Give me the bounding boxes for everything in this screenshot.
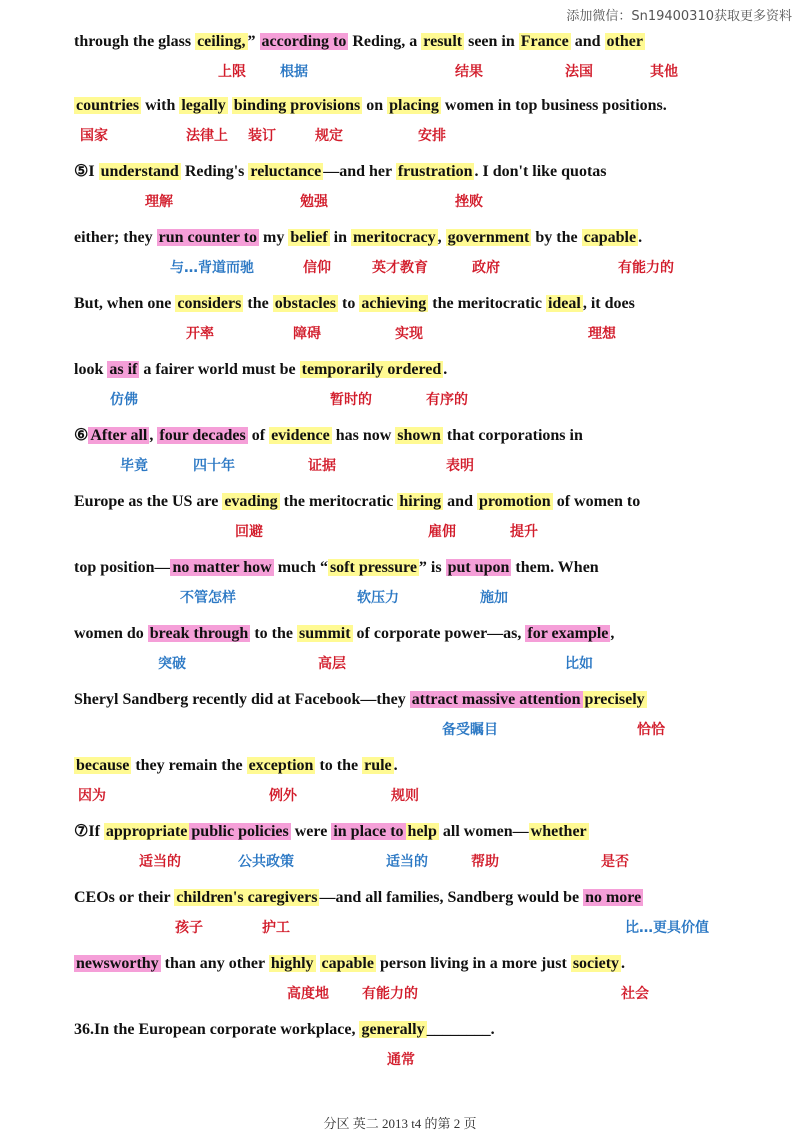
highlighted-term: society [572, 955, 620, 972]
chinese-annotation: 不管怎样 [180, 590, 236, 606]
passage-line [74, 554, 760, 582]
chinese-annotation: 理想 [588, 326, 616, 342]
passage-text: to the [250, 625, 297, 642]
annotation-row [0, 719, 800, 741]
chinese-annotation: 法律上 [186, 128, 228, 144]
chinese-annotation: 其他 [650, 64, 678, 80]
highlighted-term: considers [177, 295, 242, 312]
highlighted-phrase: put upon [447, 559, 510, 576]
passage-text: that corporations in [442, 427, 583, 444]
highlighted-term: whether [530, 823, 587, 840]
passage-line [74, 686, 760, 714]
passage-text: by the [531, 229, 582, 246]
passage-text: CEOs or their [74, 889, 175, 906]
highlighted-term: belief [290, 229, 328, 246]
passage-text: , it does [582, 295, 635, 312]
annotation-row [0, 653, 800, 675]
annotation-row [0, 61, 800, 83]
passage-text: Sheryl Sandberg recently did at Facebook—they [74, 691, 410, 708]
passage-text: them. When [511, 559, 599, 576]
highlighted-phrase: After all [90, 427, 148, 444]
passage-text: , [149, 427, 158, 444]
chinese-annotation: 软压力 [357, 590, 399, 606]
passage-text: than any other [160, 955, 269, 972]
passage-line [74, 290, 760, 318]
chinese-annotation: 理解 [145, 194, 173, 210]
chinese-annotation: 突破 [158, 656, 186, 672]
passage-text: of women to [552, 493, 641, 510]
passage-text: the meritocratic [279, 493, 398, 510]
highlighted-term: help [407, 823, 437, 840]
highlighted-term: government [447, 229, 530, 246]
passage-line [74, 488, 760, 516]
passage-text: with [141, 97, 180, 114]
highlighted-term: soft pressure [329, 559, 417, 576]
passage-text: Europe as the US are [74, 493, 223, 510]
highlighted-term: because [76, 757, 130, 774]
highlighted-term: placing [389, 97, 439, 114]
highlighted-term: legally [181, 97, 226, 114]
passage-text: ⑥ [74, 427, 89, 444]
chinese-annotation: 暂时的 [330, 392, 372, 408]
passage-text: to [338, 295, 360, 312]
annotation-row [0, 521, 800, 543]
passage-text: through the glass [74, 33, 196, 50]
chinese-annotation: 与…背道而驰 [170, 260, 254, 276]
chinese-annotation: 公共政策 [238, 854, 294, 870]
chinese-annotation: 通常 [387, 1052, 415, 1068]
passage-line [74, 620, 760, 648]
passage-text: has now [331, 427, 396, 444]
passage-line [74, 884, 760, 912]
highlighted-term: binding provisions [233, 97, 361, 114]
passage-text: and [570, 33, 605, 50]
passage-line [74, 28, 760, 56]
passage-text: Reding's [180, 163, 249, 180]
chinese-annotation: 例外 [269, 788, 297, 804]
chinese-annotation: 上限 [218, 64, 246, 80]
annotation-row [0, 851, 800, 873]
highlighted-term: precisely [584, 691, 645, 708]
annotation-row [0, 1049, 800, 1071]
passage-text: top position— [74, 559, 171, 576]
chinese-annotation: 四十年 [193, 458, 235, 474]
passage-text: . [621, 955, 626, 972]
highlighted-phrase: no matter how [172, 559, 272, 576]
highlighted-term: promotion [478, 493, 551, 510]
chinese-annotation: 高度地 [287, 986, 329, 1002]
chinese-annotation: 孩子 [175, 920, 203, 936]
passage-text: of [247, 427, 270, 444]
highlighted-term: summit [298, 625, 351, 642]
chinese-annotation: 实现 [395, 326, 423, 342]
passage-line [74, 158, 760, 186]
annotation-row [0, 455, 800, 477]
passage-text: ” [247, 33, 260, 50]
highlighted-term: France [520, 33, 569, 50]
passage-text: of corporate power—as, [352, 625, 526, 642]
passage-text: 36.In the European corporate workplace, [74, 1021, 360, 1038]
highlighted-term: exception [248, 757, 314, 774]
passage-text: the [243, 295, 273, 312]
annotation-row [0, 125, 800, 147]
highlighted-term: frustration [397, 163, 473, 180]
highlighted-term: shown [397, 427, 441, 444]
passage-text: , [610, 625, 615, 642]
chinese-annotation: 因为 [78, 788, 106, 804]
chinese-annotation: 有序的 [426, 392, 468, 408]
highlighted-phrase: attract massive attention [411, 691, 581, 708]
highlighted-term: understand [100, 163, 179, 180]
passage-text: . [443, 361, 448, 378]
passage-text: my [259, 229, 289, 246]
passage-text: they remain the [131, 757, 247, 774]
chinese-annotation: 是否 [601, 854, 629, 870]
chinese-annotation: 法国 [565, 64, 593, 80]
chinese-annotation: 比如 [565, 656, 593, 672]
watermark-text: 添加微信：Sn19400310获取更多资料 [566, 9, 792, 24]
chinese-annotation: 雇佣 [428, 524, 456, 540]
passage-text [316, 955, 320, 972]
chinese-annotation: 仿佛 [110, 392, 138, 408]
passage-text: . [638, 229, 643, 246]
chinese-annotation: 表明 [446, 458, 474, 474]
highlighted-phrase: break through [149, 625, 249, 642]
highlighted-term: reluctance [250, 163, 322, 180]
annotation-row [0, 257, 800, 279]
passage-line [74, 950, 760, 978]
highlighted-phrase: four decades [159, 427, 246, 444]
highlighted-term: capable [583, 229, 637, 246]
passage-text: and [443, 493, 477, 510]
annotation-row [0, 917, 800, 939]
passage-text: women do [74, 625, 148, 642]
chinese-annotation: 回避 [235, 524, 263, 540]
highlighted-phrase: newsworthy [76, 955, 159, 972]
highlighted-term: evading [224, 493, 278, 510]
passage-text: in [329, 229, 352, 246]
chinese-annotation: 国家 [80, 128, 108, 144]
highlighted-term: countries [76, 97, 140, 114]
chinese-annotation: 政府 [472, 260, 500, 276]
passage-text: —and all families, Sandberg would be [319, 889, 584, 906]
passage-line [74, 1016, 760, 1044]
annotation-row [0, 785, 800, 807]
highlighted-term: hiring [399, 493, 442, 510]
highlighted-term: meritocracy [353, 229, 436, 246]
highlighted-term: ideal [547, 295, 581, 312]
chinese-annotation: 障碍 [293, 326, 321, 342]
passage-text: Reding, a [348, 33, 422, 50]
chinese-annotation: 挫败 [455, 194, 483, 210]
passage-text: , [437, 229, 446, 246]
passage-text: —and her [323, 163, 396, 180]
passage-text: much “ [273, 559, 328, 576]
chinese-annotation: 恰恰 [637, 722, 665, 738]
highlighted-term: achieving [361, 295, 427, 312]
passage-line [74, 818, 760, 846]
passage-text: ” is [418, 559, 446, 576]
passage-line [74, 752, 760, 780]
annotation-row [0, 323, 800, 345]
passage-line [74, 422, 760, 450]
chinese-annotation: 高层 [318, 656, 346, 672]
passage-text: either; they [74, 229, 157, 246]
highlighted-term: capable [321, 955, 374, 972]
passage-text: . I don't like quotas [474, 163, 607, 180]
highlighted-term: appropriate [105, 823, 188, 840]
passage-line [74, 224, 760, 252]
chinese-annotation: 开率 [186, 326, 214, 342]
passage-line [74, 356, 760, 384]
chinese-annotation: 有能力的 [618, 260, 674, 276]
passage-text: person living in a more just [375, 955, 571, 972]
chinese-annotation: 规则 [391, 788, 419, 804]
chinese-annotation: 证据 [308, 458, 336, 474]
highlighted-term: temporarily ordered [301, 361, 442, 378]
passage-text: . [393, 757, 398, 774]
chinese-annotation: 社会 [621, 986, 649, 1002]
annotation-row [0, 983, 800, 1005]
chinese-annotation: 英才教育 [372, 260, 428, 276]
chinese-annotation: 规定 [315, 128, 343, 144]
passage-text: women in top business positions. [440, 97, 667, 114]
chinese-annotation: 勉强 [300, 194, 328, 210]
passage-text: on [362, 97, 388, 114]
chinese-annotation: 提升 [510, 524, 538, 540]
highlighted-term: obstacles [274, 295, 337, 312]
passage-text: all women— [438, 823, 529, 840]
passage-text: look [74, 361, 108, 378]
chinese-annotation: 毕竟 [120, 458, 148, 474]
chinese-annotation: 比…更具价值 [625, 920, 709, 936]
chinese-annotation: 帮助 [471, 854, 499, 870]
highlighted-term: generally [361, 1021, 425, 1038]
passage-text: But, when one [74, 295, 176, 312]
passage-text: to the [315, 757, 363, 774]
highlighted-phrase: run counter to [158, 229, 258, 246]
chinese-annotation: 有能力的 [362, 986, 418, 1002]
highlighted-phrase: in place to [333, 823, 404, 840]
chinese-annotation: 施加 [480, 590, 508, 606]
annotation-row [0, 389, 800, 411]
highlighted-phrase: according to [261, 33, 347, 50]
chinese-annotation: 护工 [262, 920, 290, 936]
chinese-annotation: 结果 [455, 64, 483, 80]
annotation-row [0, 587, 800, 609]
annotation-row [0, 191, 800, 213]
chinese-annotation: 适当的 [386, 854, 428, 870]
chinese-annotation: 安排 [418, 128, 446, 144]
passage-text: a fairer world must be [139, 361, 300, 378]
passage-text: the meritocratic [428, 295, 546, 312]
highlighted-term: children's caregivers [176, 889, 318, 906]
chinese-annotation: 装订 [248, 128, 276, 144]
highlighted-phrase: public policies [191, 823, 289, 840]
chinese-annotation: 适当的 [139, 854, 181, 870]
passage-text: ⑦If [74, 823, 104, 840]
highlighted-phrase: as if [109, 361, 138, 378]
passage-text: seen in [464, 33, 519, 50]
page-footer: 分区 英二 2013 t4 的第 2 页 [323, 1116, 477, 1131]
highlighted-term: other [606, 33, 643, 50]
highlighted-term: result [423, 33, 463, 50]
chinese-annotation: 根据 [280, 64, 308, 80]
highlighted-term: highly [270, 955, 314, 972]
highlighted-phrase: no more [585, 889, 642, 906]
highlighted-term: rule [364, 757, 392, 774]
passage-text: were [290, 823, 332, 840]
highlighted-term: evidence [271, 427, 330, 444]
passage-text: ⑤I [74, 163, 99, 180]
chinese-annotation: 信仰 [303, 260, 331, 276]
chinese-annotation: 备受瞩目 [442, 722, 498, 738]
passage-line [74, 92, 760, 120]
highlighted-term: ceiling, [197, 33, 246, 50]
passage-text: ________. [426, 1021, 495, 1038]
highlighted-phrase: for example [527, 625, 609, 642]
